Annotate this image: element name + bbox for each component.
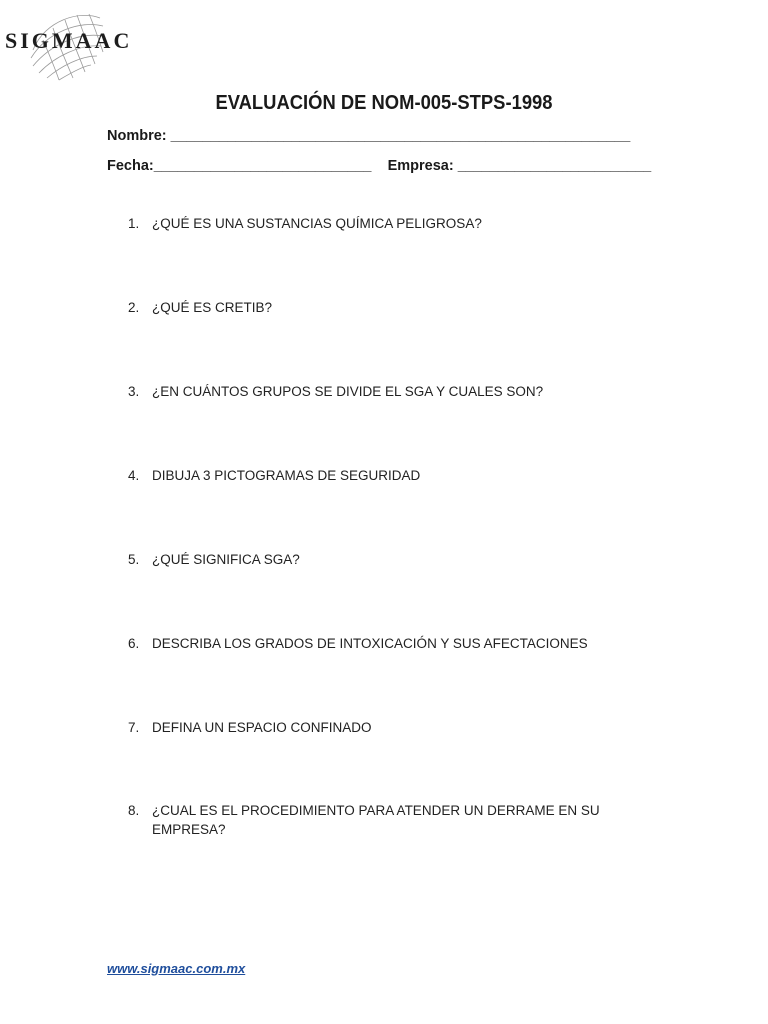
- question-number: 8.: [128, 803, 140, 818]
- question-item: [128, 382, 628, 401]
- question-item: [128, 298, 628, 317]
- logo-wordmark: SIGMAAC: [5, 28, 133, 53]
- question-text: DEFINA UN ESPACIO CONFINADO: [152, 720, 372, 735]
- question-text: ¿QUÉ SIGNIFICA SGA?: [152, 552, 300, 567]
- question-item: [128, 214, 628, 233]
- question-number: 4.: [128, 468, 140, 483]
- question-text: ¿QUÉ ES UNA SUSTANCIAS QUÍMICA PELIGROSA?: [152, 216, 482, 231]
- question-number: 1.: [128, 216, 140, 231]
- question-text: DESCRIBA LOS GRADOS DE INTOXICACIÓN Y SUS AFECTACIONES: [152, 636, 588, 651]
- question-number: 5.: [128, 552, 140, 567]
- question-text: ¿CUAL ES EL PROCEDIMIENTO PARA ATENDER UN DERRAME EN SU EMPRESA?: [152, 803, 600, 837]
- question-item: [128, 718, 628, 737]
- question-item: [128, 466, 628, 485]
- sigmaac-logo: [5, 10, 155, 82]
- page-title: EVALUACIÓN DE NOM-005-STPS-1998: [215, 92, 553, 114]
- question-item: [128, 550, 628, 569]
- question-item: [128, 634, 628, 653]
- question-item: [128, 801, 648, 839]
- question-number: 2.: [128, 300, 140, 315]
- question-number: 6.: [128, 636, 140, 651]
- question-text: ¿QUÉ ES CRETIB?: [152, 300, 273, 315]
- nombre-field[interactable]: Nombre: _________________________________________________________: [107, 128, 631, 144]
- question-text: ¿EN CUÁNTOS GRUPOS SE DIVIDE EL SGA Y CUALES SON?: [152, 384, 544, 399]
- question-number: 7.: [128, 720, 140, 735]
- question-number: 3.: [128, 384, 140, 399]
- fecha-empresa-field[interactable]: Fecha:___________________________ Empresa: ________________________: [107, 158, 652, 174]
- question-text: DIBUJA 3 PICTOGRAMAS DE SEGURIDAD: [152, 468, 421, 483]
- website-link[interactable]: www.sigmaac.com.mx: [107, 961, 246, 976]
